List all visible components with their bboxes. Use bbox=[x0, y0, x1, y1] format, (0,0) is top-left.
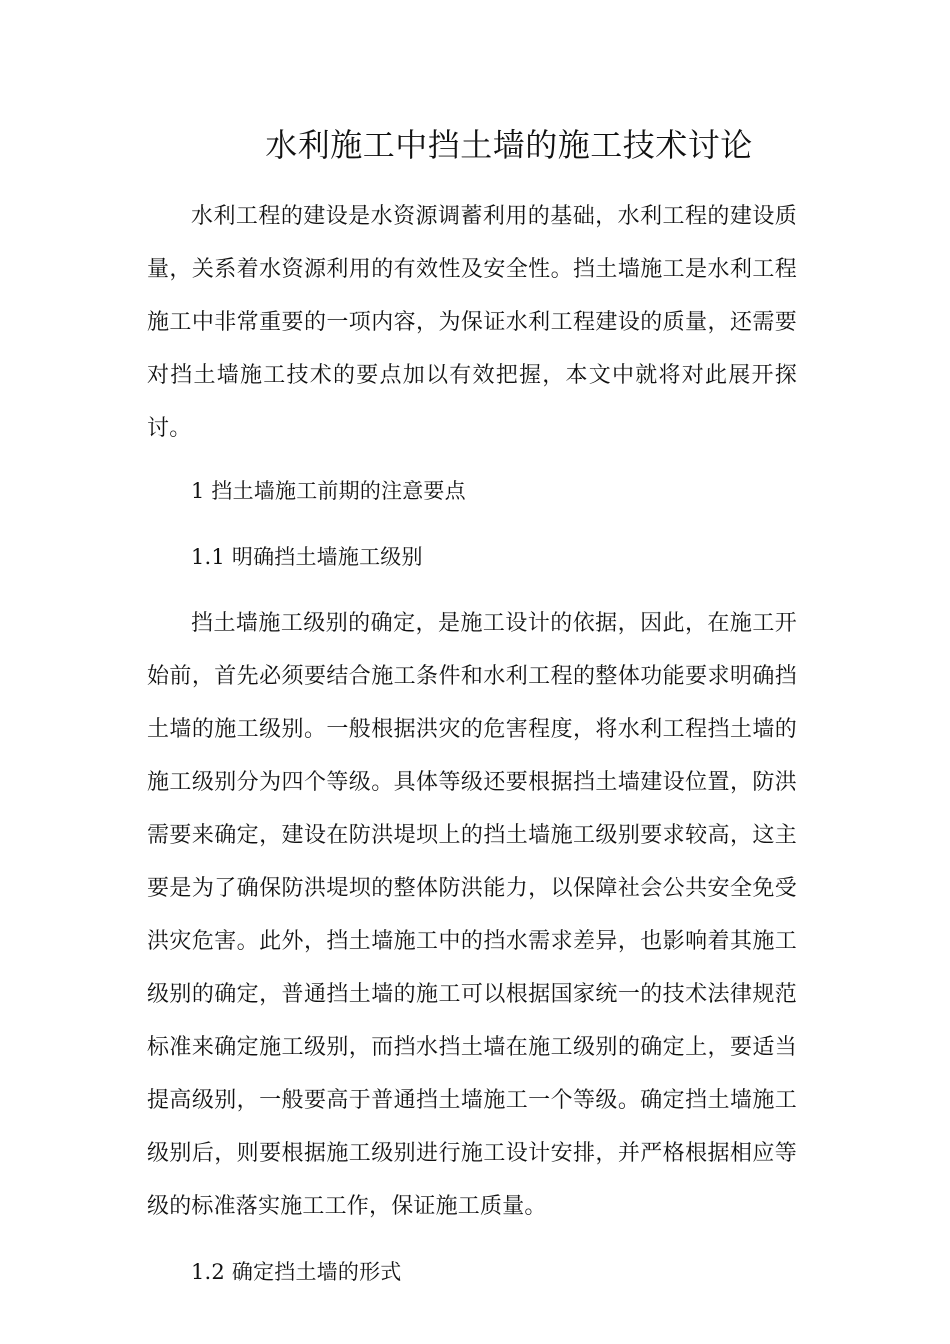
section-1-1-paragraph: 挡土墙施工级别的确定，是施工设计的依据，因此，在施工开始前，首先必须要结合施工条件和水利工程的整体功能要求明确挡土墙的施工级别。一般根据洪灾的危害程度，将水利工程挡土墙的施工级别分为四个等级。具体等级还要根据挡土墙建设位置，防洪需要来确定，建设在防洪堤坝上的挡土墙施工级别要求较高，这主要是为了确保防洪堤坝的整体防洪能力，以保障社会公共安全免受洪灾危害。此外，挡土墙施工中的挡水需求差异，也影响着其施工级别的确定，普通挡土墙的施工可以根据国家统一的技术法律规范标准来确定施工级别，而挡水挡土墙在施工级别的确定上，要适当提高级别，一般要高于普通挡土墙施工一个等级。确定挡土墙施工级别后，则要根据施工级别进行施工设计安排，并严格根据相应等级的标准落实施工工作，保证施工质量。 bbox=[147, 611, 797, 1219]
document-body bbox=[147, 190, 797, 1299]
intro-paragraph: 水利工程的建设是水资源调蓄利用的基础，水利工程的建设质量，关系着水资源利用的有效性及安全性。挡土墙施工是水利工程施工中非常重要的一项内容，为保证水利工程建设的质量，还需要对挡土墙施工技术的要点加以有效把握，本文中就将对此展开探讨。 bbox=[147, 204, 797, 441]
document-title: 水利施工中挡土墙的施工技术讨论 bbox=[265, 126, 753, 164]
spacer bbox=[147, 455, 797, 465]
spacer bbox=[147, 584, 797, 597]
section-1-2-heading: 1.2 确定挡土墙的形式 bbox=[191, 1260, 402, 1284]
spacer bbox=[147, 518, 797, 531]
section-1-heading: 1 挡土墙施工前期的注意要点 bbox=[191, 479, 466, 503]
spacer bbox=[147, 1233, 797, 1246]
section-1-1-heading: 1.1 明确挡土墙施工级别 bbox=[191, 545, 423, 569]
